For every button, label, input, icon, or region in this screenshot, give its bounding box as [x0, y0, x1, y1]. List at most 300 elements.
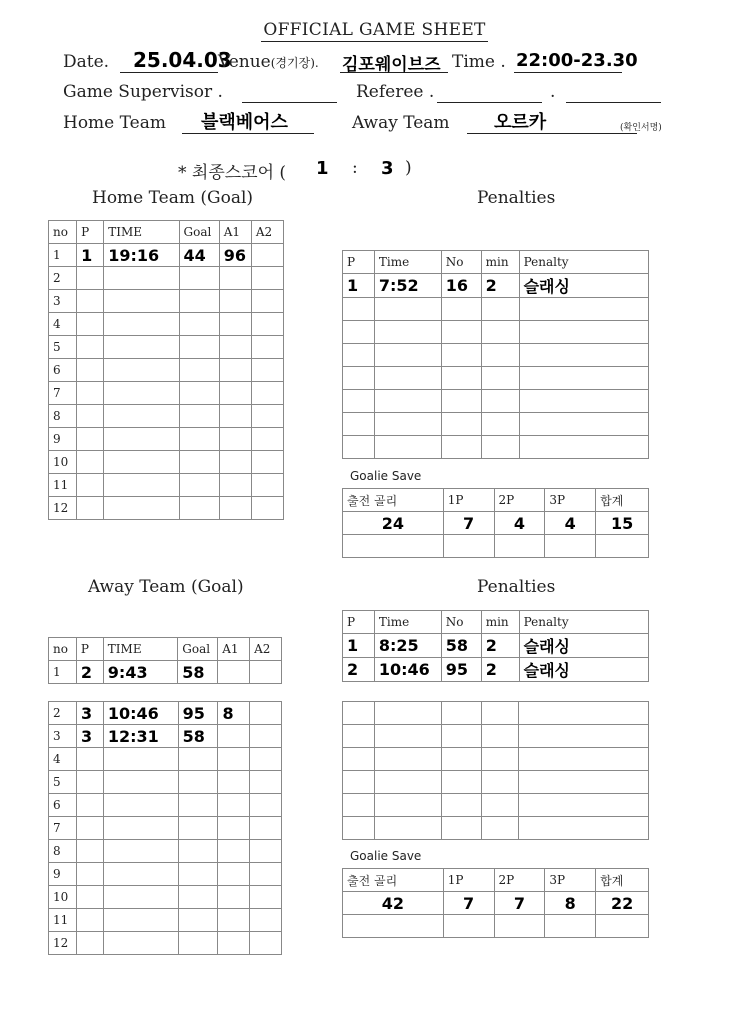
row-number: 6: [49, 794, 77, 817]
table-cell[interactable]: [251, 336, 283, 359]
table-cell[interactable]: [219, 451, 251, 474]
table-row: [343, 390, 649, 413]
table-cell[interactable]: [103, 886, 178, 909]
table-cell[interactable]: 7: [494, 892, 545, 915]
table-cell[interactable]: [178, 886, 218, 909]
table-cell[interactable]: 1: [343, 634, 375, 658]
table-cell[interactable]: [103, 932, 178, 955]
table-cell[interactable]: [178, 817, 218, 840]
table-cell[interactable]: [481, 390, 519, 413]
table-cell[interactable]: [218, 748, 250, 771]
table-cell[interactable]: [251, 497, 283, 520]
column-header: 2P: [494, 869, 545, 892]
table-row: [49, 451, 284, 474]
table-cell[interactable]: [104, 474, 179, 497]
table-cell[interactable]: [76, 840, 103, 863]
table-cell[interactable]: [251, 474, 283, 497]
table-cell[interactable]: [179, 428, 219, 451]
home-team-value: 블랙베어스: [201, 112, 288, 133]
row-number: 9: [49, 428, 77, 451]
table-cell[interactable]: [77, 497, 104, 520]
row-number: 3: [49, 725, 77, 748]
table-cell[interactable]: [77, 428, 104, 451]
column-header: Goal: [179, 221, 219, 244]
table-cell[interactable]: [179, 336, 219, 359]
time-value: 22:00-23.30: [516, 50, 638, 71]
table-cell[interactable]: [441, 817, 481, 840]
table-cell[interactable]: [343, 915, 444, 938]
table-cell[interactable]: 12:31: [103, 725, 178, 748]
table-header-row: [49, 638, 282, 661]
table-cell[interactable]: [218, 886, 250, 909]
table-cell[interactable]: [103, 748, 178, 771]
table-row: [343, 794, 649, 817]
table-cell[interactable]: [76, 748, 103, 771]
table-row: [49, 771, 282, 794]
column-header: min: [481, 251, 519, 274]
table-cell[interactable]: [343, 298, 375, 321]
table-cell[interactable]: [374, 298, 441, 321]
table-cell[interactable]: [219, 267, 251, 290]
table-cell[interactable]: [343, 702, 375, 725]
table-cell[interactable]: [178, 840, 218, 863]
table-cell[interactable]: [481, 321, 519, 344]
table-cell[interactable]: 1: [343, 274, 375, 298]
table-cell[interactable]: 58: [178, 661, 218, 684]
table-cell[interactable]: [251, 405, 283, 428]
table-cell[interactable]: 95: [441, 658, 481, 682]
table-row: [343, 915, 649, 938]
table-cell[interactable]: 95: [178, 702, 218, 725]
table-cell[interactable]: [441, 748, 481, 771]
row-number: 6: [49, 359, 77, 382]
table-cell[interactable]: [218, 840, 250, 863]
table-cell[interactable]: [251, 290, 283, 313]
away-goal-table-top: [48, 637, 282, 684]
table-cell[interactable]: [218, 817, 250, 840]
table-cell[interactable]: [250, 840, 282, 863]
table-cell[interactable]: [76, 909, 103, 932]
table-row: [343, 702, 649, 725]
final-score-close: ): [405, 158, 412, 178]
table-cell[interactable]: [104, 336, 179, 359]
table-cell[interactable]: [374, 817, 441, 840]
row-number: 8: [49, 840, 77, 863]
home-penalties-title: Penalties: [477, 188, 556, 208]
table-cell[interactable]: [374, 748, 441, 771]
table-cell[interactable]: [519, 390, 648, 413]
column-header: Time: [374, 611, 441, 634]
table-cell[interactable]: [178, 771, 218, 794]
venue-label: Venue(경기장).: [218, 52, 319, 72]
table-cell[interactable]: [250, 661, 282, 684]
table-cell[interactable]: [77, 474, 104, 497]
table-cell[interactable]: [374, 390, 441, 413]
table-cell[interactable]: [519, 436, 648, 459]
table-cell[interactable]: [251, 451, 283, 474]
table-cell[interactable]: [441, 413, 481, 436]
table-cell[interactable]: 1: [77, 244, 104, 267]
table-cell[interactable]: [481, 436, 519, 459]
table-cell[interactable]: [250, 909, 282, 932]
table-cell[interactable]: [441, 298, 481, 321]
away-penalties-table: [342, 701, 649, 840]
table-cell[interactable]: [104, 359, 179, 382]
table-cell[interactable]: [179, 497, 219, 520]
table-cell[interactable]: [545, 535, 596, 558]
table-cell[interactable]: [443, 535, 494, 558]
table-cell[interactable]: [374, 725, 441, 748]
table-cell[interactable]: [219, 405, 251, 428]
column-header: no: [49, 638, 77, 661]
table-cell[interactable]: [374, 794, 441, 817]
table-cell[interactable]: [251, 313, 283, 336]
table-cell[interactable]: [441, 367, 481, 390]
table-header-row: [343, 869, 649, 892]
home-goal-title: Home Team (Goal): [92, 188, 254, 208]
table-cell[interactable]: [218, 661, 250, 684]
table-cell[interactable]: [596, 535, 649, 558]
table-cell[interactable]: [76, 794, 103, 817]
table-cell[interactable]: [218, 771, 250, 794]
column-header: 출전 골리: [343, 489, 444, 512]
column-header: No: [441, 611, 481, 634]
table-cell[interactable]: [219, 428, 251, 451]
table-cell[interactable]: [481, 771, 519, 794]
table-cell[interactable]: [218, 909, 250, 932]
home-goalie-save-label: Goalie Save: [350, 469, 422, 483]
table-cell[interactable]: 2: [76, 661, 103, 684]
table-cell[interactable]: [179, 474, 219, 497]
table-cell[interactable]: [251, 359, 283, 382]
table-cell[interactable]: [179, 451, 219, 474]
table-cell[interactable]: [76, 932, 103, 955]
table-cell[interactable]: [519, 367, 648, 390]
table-cell[interactable]: [219, 290, 251, 313]
column-header: no: [49, 221, 77, 244]
table-cell[interactable]: [218, 932, 250, 955]
table-cell[interactable]: [76, 771, 103, 794]
table-cell[interactable]: [76, 817, 103, 840]
table-cell[interactable]: [104, 428, 179, 451]
table-cell[interactable]: [519, 321, 648, 344]
table-cell[interactable]: 9:43: [103, 661, 178, 684]
table-cell[interactable]: [251, 428, 283, 451]
table-cell[interactable]: [441, 702, 481, 725]
table-cell[interactable]: [178, 932, 218, 955]
table-cell[interactable]: [343, 771, 375, 794]
table-cell[interactable]: [77, 382, 104, 405]
table-cell[interactable]: [519, 298, 648, 321]
table-header-row: [49, 221, 284, 244]
column-header: P: [77, 221, 104, 244]
table-cell[interactable]: [179, 267, 219, 290]
table-cell[interactable]: [441, 725, 481, 748]
table-cell[interactable]: [374, 413, 441, 436]
table-cell[interactable]: [441, 794, 481, 817]
date-label: Date.: [63, 52, 110, 72]
table-cell[interactable]: [481, 413, 519, 436]
final-score-away: 3: [381, 158, 394, 179]
table-cell[interactable]: 44: [179, 244, 219, 267]
table-cell[interactable]: [343, 390, 375, 413]
table-cell[interactable]: [103, 909, 178, 932]
table-cell[interactable]: [76, 863, 103, 886]
table-cell[interactable]: 58: [178, 725, 218, 748]
table-cell[interactable]: 10:46: [103, 702, 178, 725]
table-cell[interactable]: [481, 298, 519, 321]
table-cell[interactable]: 19:16: [104, 244, 179, 267]
table-cell[interactable]: [77, 451, 104, 474]
table-cell[interactable]: [77, 359, 104, 382]
table-cell[interactable]: [76, 886, 103, 909]
table-cell[interactable]: 15: [596, 512, 649, 535]
table-row: [343, 274, 649, 298]
table-cell[interactable]: 7:52: [374, 274, 441, 298]
table-cell[interactable]: [343, 367, 375, 390]
table-cell[interactable]: [481, 794, 519, 817]
table-cell[interactable]: [250, 886, 282, 909]
table-cell[interactable]: [494, 915, 545, 938]
table-cell[interactable]: [77, 313, 104, 336]
venue-sublabel: (경기장).: [270, 56, 319, 70]
table-cell[interactable]: 7: [443, 892, 494, 915]
table-cell[interactable]: [519, 794, 649, 817]
table-cell[interactable]: [494, 535, 545, 558]
table-cell[interactable]: [179, 359, 219, 382]
table-cell[interactable]: [374, 321, 441, 344]
table-cell[interactable]: [441, 321, 481, 344]
table-cell[interactable]: [77, 336, 104, 359]
table-cell[interactable]: [374, 702, 441, 725]
table-cell[interactable]: 8: [545, 892, 596, 915]
table-cell[interactable]: [343, 413, 375, 436]
column-header: A2: [250, 638, 282, 661]
table-cell[interactable]: [343, 535, 444, 558]
table-cell[interactable]: 7: [443, 512, 494, 535]
table-cell[interactable]: 슬래싱: [519, 658, 648, 682]
column-header: Penalty: [519, 611, 648, 634]
table-cell[interactable]: [481, 702, 519, 725]
row-number: 4: [49, 313, 77, 336]
away-team-field[interactable]: [467, 113, 637, 134]
table-cell[interactable]: [218, 725, 250, 748]
table-cell[interactable]: 슬래싱: [519, 634, 648, 658]
table-row: [343, 817, 649, 840]
column-header: 1P: [443, 489, 494, 512]
table-cell[interactable]: [179, 405, 219, 428]
table-cell[interactable]: 2: [481, 634, 519, 658]
supervisor-label: Game Supervisor .: [63, 82, 223, 102]
table-cell[interactable]: [104, 313, 179, 336]
table-cell[interactable]: [178, 748, 218, 771]
table-cell[interactable]: [103, 863, 178, 886]
table-cell[interactable]: [250, 932, 282, 955]
table-cell[interactable]: [250, 725, 282, 748]
table-cell[interactable]: 24: [343, 512, 444, 535]
table-row: [343, 367, 649, 390]
column-header: 3P: [545, 869, 596, 892]
table-cell[interactable]: [481, 748, 519, 771]
row-number: 11: [49, 474, 77, 497]
table-cell[interactable]: 4: [494, 512, 545, 535]
table-row: [49, 405, 284, 428]
sheet-title: OFFICIAL GAME SHEET: [263, 20, 486, 40]
table-row: [343, 413, 649, 436]
home-goal-table: [48, 220, 284, 520]
table-cell[interactable]: [441, 390, 481, 413]
table-cell[interactable]: [250, 771, 282, 794]
table-cell[interactable]: [219, 313, 251, 336]
table-cell[interactable]: [178, 863, 218, 886]
table-cell[interactable]: [519, 725, 649, 748]
table-cell[interactable]: [251, 244, 283, 267]
table-cell[interactable]: [443, 915, 494, 938]
table-cell[interactable]: [178, 794, 218, 817]
table-cell[interactable]: [104, 451, 179, 474]
table-cell[interactable]: [250, 863, 282, 886]
table-cell[interactable]: [545, 915, 596, 938]
table-cell[interactable]: 4: [545, 512, 596, 535]
confirm-sign-label: (확인서명): [620, 123, 662, 133]
table-cell[interactable]: [104, 267, 179, 290]
table-cell[interactable]: [77, 290, 104, 313]
table-cell[interactable]: [219, 497, 251, 520]
table-cell[interactable]: [103, 794, 178, 817]
table-cell[interactable]: [77, 267, 104, 290]
table-cell[interactable]: [519, 702, 649, 725]
row-number: 5: [49, 771, 77, 794]
table-cell[interactable]: [441, 771, 481, 794]
table-cell[interactable]: [481, 367, 519, 390]
table-cell[interactable]: [374, 367, 441, 390]
referee-dot: .: [550, 82, 556, 102]
table-cell[interactable]: [103, 817, 178, 840]
column-header: A1: [219, 221, 251, 244]
table-cell[interactable]: [219, 359, 251, 382]
table-cell[interactable]: 42: [343, 892, 444, 915]
referee-field-2[interactable]: [566, 82, 661, 103]
row-number: 2: [49, 702, 77, 725]
table-cell[interactable]: [251, 382, 283, 405]
table-row: [49, 474, 284, 497]
row-number: 5: [49, 336, 77, 359]
table-row: [49, 497, 284, 520]
row-number: 1: [49, 661, 77, 684]
table-cell[interactable]: [481, 725, 519, 748]
table-cell[interactable]: [250, 794, 282, 817]
column-header: 2P: [494, 489, 545, 512]
table-cell[interactable]: [519, 817, 649, 840]
table-cell[interactable]: 8: [218, 702, 250, 725]
table-cell[interactable]: [218, 794, 250, 817]
table-cell[interactable]: [103, 840, 178, 863]
date-value: 25.04.03: [133, 48, 232, 72]
table-cell[interactable]: [219, 382, 251, 405]
table-cell[interactable]: [519, 748, 649, 771]
table-cell[interactable]: [481, 817, 519, 840]
table-cell[interactable]: [251, 267, 283, 290]
table-cell[interactable]: [179, 382, 219, 405]
table-cell[interactable]: 22: [596, 892, 649, 915]
away-penalties-table-top: [342, 610, 649, 682]
supervisor-field[interactable]: [242, 82, 337, 103]
table-cell[interactable]: [178, 909, 218, 932]
table-cell[interactable]: [519, 413, 648, 436]
table-cell[interactable]: 16: [441, 274, 481, 298]
table-cell[interactable]: 8:25: [374, 634, 441, 658]
table-cell[interactable]: [343, 436, 375, 459]
table-cell[interactable]: [219, 474, 251, 497]
table-cell[interactable]: 3: [76, 725, 103, 748]
table-cell[interactable]: [519, 771, 649, 794]
table-cell[interactable]: 58: [441, 634, 481, 658]
table-cell[interactable]: [441, 436, 481, 459]
table-cell[interactable]: [596, 915, 649, 938]
table-cell[interactable]: 3: [76, 702, 103, 725]
table-row: [343, 771, 649, 794]
table-cell[interactable]: [77, 405, 104, 428]
table-cell[interactable]: [250, 817, 282, 840]
table-cell[interactable]: [103, 771, 178, 794]
table-cell[interactable]: [343, 725, 375, 748]
row-number: 12: [49, 932, 77, 955]
column-header: min: [481, 611, 519, 634]
column-header: A2: [251, 221, 283, 244]
table-cell[interactable]: [374, 771, 441, 794]
table-cell[interactable]: [250, 702, 282, 725]
table-cell[interactable]: [343, 817, 375, 840]
table-cell[interactable]: [179, 313, 219, 336]
row-number: 11: [49, 909, 77, 932]
table-cell[interactable]: [374, 436, 441, 459]
table-row: [343, 298, 649, 321]
table-row: [343, 535, 649, 558]
table-cell[interactable]: [343, 321, 375, 344]
table-cell[interactable]: 2: [343, 658, 375, 682]
table-cell[interactable]: 10:46: [374, 658, 441, 682]
column-header: P: [343, 611, 375, 634]
table-cell[interactable]: [481, 344, 519, 367]
table-cell[interactable]: [219, 336, 251, 359]
table-cell[interactable]: 2: [481, 658, 519, 682]
table-row: [49, 267, 284, 290]
table-cell[interactable]: [250, 748, 282, 771]
table-cell[interactable]: [343, 344, 375, 367]
table-cell[interactable]: [104, 382, 179, 405]
table-cell[interactable]: 슬래싱: [519, 274, 648, 298]
column-header: 출전 골리: [343, 869, 444, 892]
table-cell[interactable]: [104, 497, 179, 520]
table-cell[interactable]: [519, 344, 648, 367]
table-cell[interactable]: [179, 290, 219, 313]
referee-field[interactable]: [437, 82, 542, 103]
table-cell[interactable]: [104, 405, 179, 428]
table-cell[interactable]: [343, 794, 375, 817]
table-row: [49, 817, 282, 840]
table-cell[interactable]: [441, 344, 481, 367]
table-row: [49, 336, 284, 359]
table-cell[interactable]: [343, 748, 375, 771]
table-cell[interactable]: 96: [219, 244, 251, 267]
column-header: 합계: [596, 869, 649, 892]
table-cell[interactable]: 2: [481, 274, 519, 298]
table-cell[interactable]: [218, 863, 250, 886]
table-cell[interactable]: [104, 290, 179, 313]
away-goal-title: Away Team (Goal): [88, 577, 244, 597]
table-cell[interactable]: [374, 344, 441, 367]
away-team-label: Away Team: [352, 113, 450, 133]
